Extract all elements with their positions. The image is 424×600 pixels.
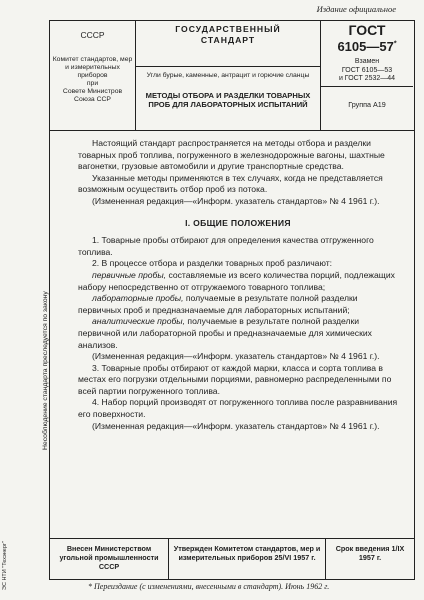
body-text <box>78 138 398 432</box>
clause-1: 1. Товарные пробы отбирают для определения качества отгруженного топлива. <box>78 235 374 257</box>
section-title: I. ОБЩИЕ ПОЛОЖЕНИЯ <box>185 217 291 228</box>
footer-top-line <box>49 538 414 539</box>
footer-divider-2 <box>325 538 326 579</box>
header-title-underline <box>135 66 320 67</box>
state-standard-title: ГОСУДАРСТВЕННЫЙ СТАНДАРТ <box>175 24 281 45</box>
committee-label: Комитет стандартов, мер и измерительных приборов при Совете Министров Союза ССР <box>52 56 133 103</box>
replaces-block: Взамен ГОСТ 6105—53 и ГОСТ 2532—44 <box>338 58 396 83</box>
effective-date: Срок введения 1/IX 1957 г. <box>335 544 405 562</box>
printer-mark: ЭС НТИ "Техэнерг" <box>2 541 8 590</box>
reissue-footnote: * Переиздание (с изменениями, внесенными в стандарт). Июнь 1962 г. <box>88 582 330 591</box>
gost-label: ГОСТ <box>348 22 386 38</box>
clause-2c: аналитические пробы, получаемые в результате полной разделки первичной или лабораторной пробы и предназначаемые для химических анализов. <box>78 316 372 350</box>
header-bottom-line <box>49 130 414 131</box>
clause-3: 3. Товарные пробы отбирают от каждой марки, класса и сорта топлива в местах его погрузки отдельными порциями, равномерно распределенными по всей партии погруженного топлива. <box>78 362 392 396</box>
amendment-note: (Измененная редакция—«Информ. указатель стандартов» № 4 1961 г.). <box>92 420 380 431</box>
header-right-divider <box>320 86 413 87</box>
side-legal-notice: Несоблюдение стандарта преследуется по закону <box>42 291 49 450</box>
introduced-by: Внесен Министерством угольной промышленности СССР <box>59 544 159 571</box>
approved-by: Утвержден Комитетом стандартов, мер и измерительных приборов 25/VI 1957 г. <box>173 544 321 562</box>
standard-subject: Угли бурые, каменные, антрацит и горючие сланцы <box>146 72 310 79</box>
amendment-note: (Измененная редакция—«Информ. указатель стандартов» № 4 1961 г.). <box>92 351 380 362</box>
clause-2: 2. В процессе отбора и разделки товарных проб различают: <box>92 258 333 269</box>
clause-2b: лабораторные пробы, получаемые в результате полной разделки первичных проб и предназначаемые для лабораторных испытаний; <box>78 293 358 315</box>
footer-divider-1 <box>168 538 169 579</box>
standard-name: МЕТОДЫ ОТБОРА И РАЗДЕЛКИ ТОВАРНЫХ ПРОБ ДЛЯ ЛАБОРАТОРНЫХ ИСПЫТАНИЙ <box>145 91 311 109</box>
country-label: СССР <box>80 30 105 40</box>
amendment-note: (Измененная редакция—«Информ. указатель стандартов» № 4 1961 г.). <box>92 195 380 206</box>
intro-paragraph: Настоящий стандарт распространяется на методы отбора и разделки товарных проб топлива, погруженного в железнодорожные вагоны, шахтные вагонетки, грузовые автомобили и другие транспортные средства. <box>78 138 385 172</box>
gost-number: 6105—57* <box>337 39 397 54</box>
edition-note: Издание официальное <box>316 4 396 14</box>
group-code: Группа А19 <box>348 100 386 109</box>
intro-paragraph: Указанные методы применяются в тех случаях, когда не представляется возможным осуществить отбор проб из потока. <box>78 172 383 195</box>
clause-2a: первичные пробы, составляемые из всего количества порций, подлежащих набору непосредственно от отгружаемого товарного топлива; <box>78 269 395 292</box>
clause-4: 4. Набор порций производят от погруженного топлива после разравнивания его поверхности. <box>78 397 398 420</box>
